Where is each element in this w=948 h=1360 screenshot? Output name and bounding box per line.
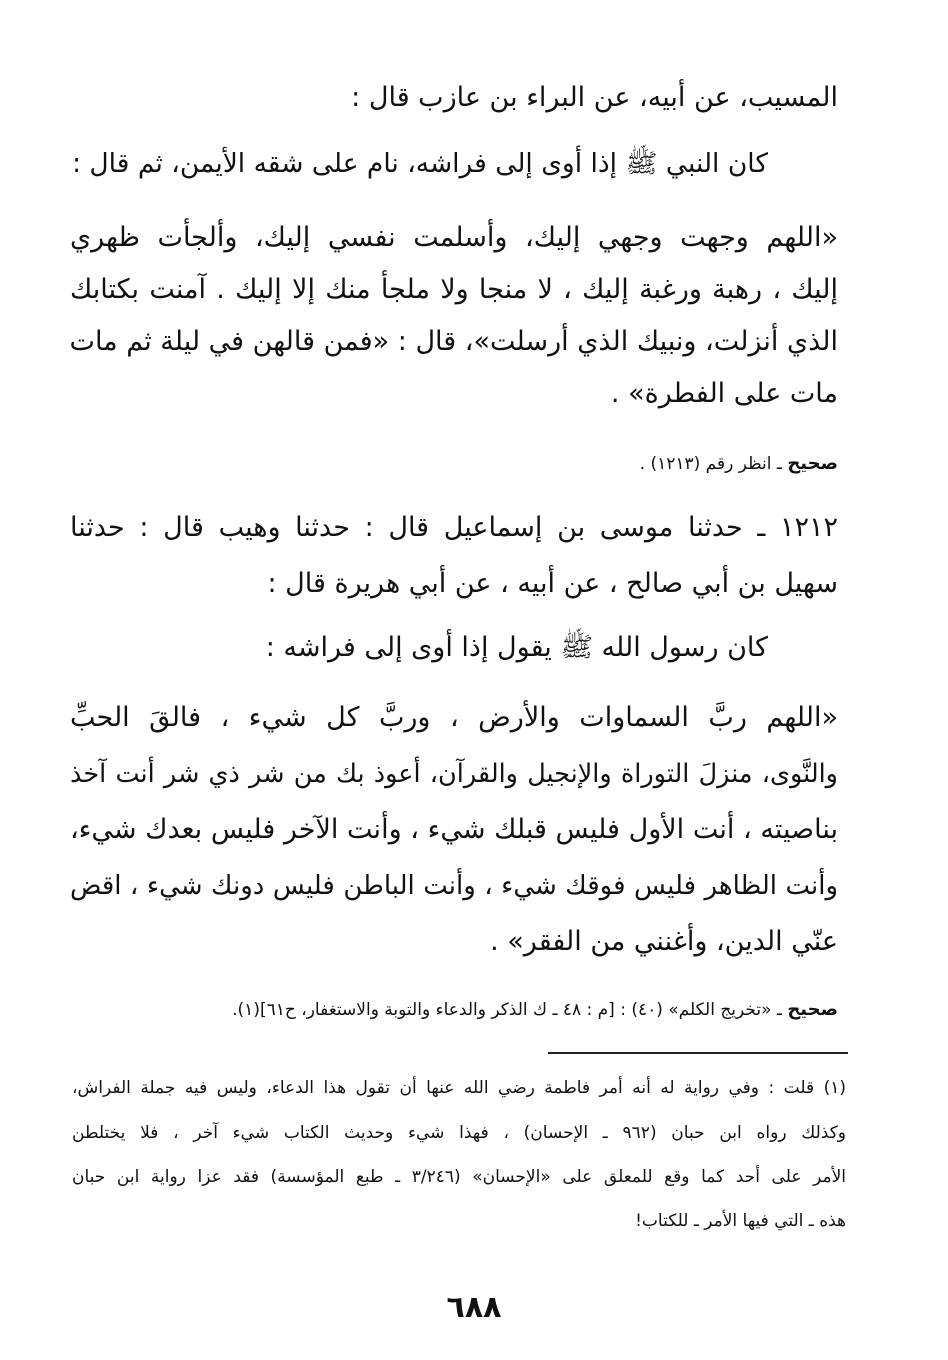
footnote-line: وكذلك رواه ابن حبان (٩٦٢ ـ الإحسان) ، فهذا شيء وحديث الكتاب شيء آخر ، فلا يختلطن — [72, 1123, 847, 1143]
text-line: المسيب، عن أبيه، عن البراء بن عازب قال : — [351, 82, 838, 113]
text-line: كان رسول الله ﷺ يقول إذا أوى إلى فراشه : — [265, 632, 768, 663]
grade-note — [232, 996, 838, 1024]
grade-label: صحيح — [787, 453, 838, 474]
footnote-line: الأمر على أحد كما وقع للمعلق على «الإحسان» (٣/٢٤٦ ـ طبع المؤسسة) فقد عزا رواية ابن حبان — [72, 1167, 846, 1187]
dua-line: الذي أنزلت، ونبيك الذي أرسلت»، قال : «فمن قالهن في ليلة ثم مات — [69, 326, 838, 357]
footnote-divider — [548, 1052, 848, 1054]
text-line: كان النبي ﷺ إذا أوى إلى فراشه، نام على شقه الأيمن، ثم قال : — [72, 148, 768, 179]
footnote-line: (١) قلت : وفي رواية له أنه أمر فاطمة رضي الله عنها أن تقول هذا الدعاء، وليس فيه جملة الفراش، — [72, 1078, 846, 1098]
grade-note — [640, 450, 838, 478]
dua-line: «اللهم وجهت وجهي إليك، وأسلمت نفسي إليك، وألجأت ظهري — [70, 222, 838, 253]
page-number: ٦٨٨ — [446, 1290, 502, 1325]
dua-line: وأنت الظاهر فليس فوقك شيء ، وأنت الباطن فليس دونك شيء ، اقض — [70, 871, 838, 901]
grade-text: ـ انظر رقم (١٢١٣) . — [639, 454, 782, 474]
grade-label: صحيح — [787, 999, 838, 1020]
footnote-line: هذه ـ التي فيها الأمر ـ للكتاب! — [635, 1211, 846, 1231]
dua-line: والنَّوى، منزلَ التوراة والإنجيل والقرآن، أعوذ بك من شر ذي شر أنت آخذ — [70, 759, 838, 789]
dua-line: مات على الفطرة» . — [610, 378, 838, 409]
dua-line: «اللهم ربَّ السماوات والأرض ، وربَّ كل شيء ، فالقَ الحبِّ — [70, 702, 838, 733]
isnad-line: ١٢١٢ ـ حدثنا موسى بن إسماعيل قال : حدثنا وهيب قال : حدثنا — [70, 512, 838, 543]
dua-line: بناصيته ، أنت الأول فليس قبلك شيء ، وأنت الآخر فليس بعدك شيء، — [70, 814, 838, 845]
isnad-line: سهيل بن أبي صالح ، عن أبيه ، عن أبي هريرة قال : — [267, 568, 838, 599]
dua-line: عنّي الدين، وأغنني من الفقر» . — [490, 926, 838, 957]
dua-line: إليك ، رهبة ورغبة إليك ، لا منجا ولا ملجأ منك إلا إليك . آمنت بكتابك — [70, 274, 838, 305]
grade-text: ـ «تخريج الكلم» (٤٠) : [م : ٤٨ ـ ك الذكر والدعاء والتوبة والاستغفار، ح٦١](١). — [232, 1000, 782, 1020]
